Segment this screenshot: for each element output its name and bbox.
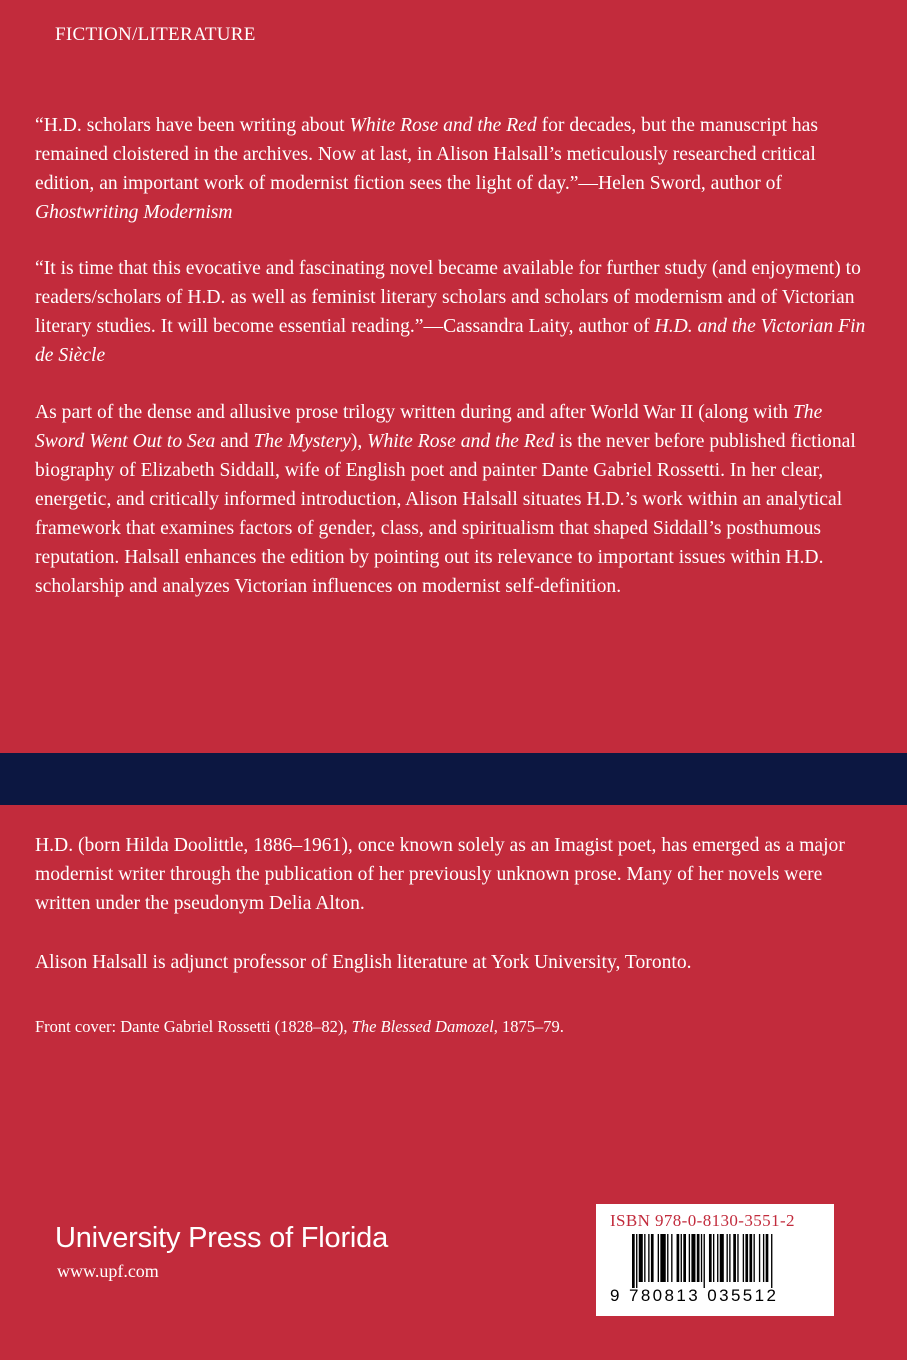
- book-title: The Sword Went Out to Sea: [35, 402, 823, 452]
- book-title: White Rose and the Red: [367, 431, 555, 452]
- author-bio: H.D. (born Hilda Doolittle, 1886–1961), once known solely as an Imagist poet, has emerged as a major modernist writer through the publication of her previously unknown prose. Many of her novels were written under the pseudonym Delia Alton.: [35, 835, 845, 914]
- quote-text: for decades, but the manuscript has remained cloistered in the archives. Now at last, in Alison Halsall’s meticulously researched critical edition, an important work of modernist fiction sees the light of day.”—Helen Sword, author of: [35, 115, 818, 194]
- credit-text: Front cover: Dante Gabriel Rossetti (1828–82),: [35, 1017, 352, 1036]
- navy-divider-band: [0, 753, 907, 805]
- barcode-icon: [632, 1234, 822, 1288]
- editor-bio: Alison Halsall is adjunct professor of English literature at York University, Toronto.: [35, 952, 692, 973]
- isbn-label: ISBN 978-0-8130-3551-2: [610, 1211, 795, 1230]
- publisher-name: University Press of Florida: [55, 1222, 389, 1254]
- book-title: White Rose and the Red: [349, 115, 537, 136]
- book-title: Ghostwriting Modernism: [35, 202, 233, 223]
- category-label: FICTION/LITERATURE: [55, 24, 256, 45]
- description-text: ),: [350, 431, 368, 452]
- cover-credit: [35, 1016, 564, 1038]
- quote-text: “H.D. scholars have been writing about: [35, 115, 350, 136]
- credit-text: , 1875–79.: [493, 1017, 564, 1036]
- description-text: and: [215, 431, 254, 452]
- book-title: The Mystery: [253, 431, 351, 452]
- isbn-barcode-box: [596, 1204, 834, 1316]
- artwork-title: The Blessed Damozel: [351, 1017, 494, 1036]
- review-quote-laity: [35, 254, 873, 370]
- book-description: [35, 398, 873, 601]
- description-text: As part of the dense and allusive prose trilogy written during and after World War II (along with: [35, 402, 793, 423]
- publisher-website: www.upf.com: [57, 1261, 159, 1281]
- review-quote-sword: [35, 111, 873, 227]
- quote-text: “It is time that this evocative and fascinating novel became available for further study (and enjoyment) to readers/scholars of H.D. as well as feminist literary scholars and scholars of modernism and of Victorian literary studies. It will become essential reading.”—Cassandra Laity, author of: [35, 258, 861, 337]
- description-text: is the never before published fictional biography of Elizabeth Siddall, wife of English poet and painter Dante Gabriel Rossetti. In her clear, energetic, and critically informed introduction, Alison Halsall situates H.D.’s work within an analytical framework that examines factors of gender, class, and spiritualism that shaped Siddall’s posthumous reputation. Halsall enhances the edition by pointing out its relevance to important issues within H.D. scholarship and analyzes Victorian influences on modernist self-definition.: [35, 431, 856, 597]
- barcode-digits: 9 780813 035512: [610, 1286, 779, 1305]
- book-title: H.D. and the Victorian Fin de Siècle: [35, 316, 866, 366]
